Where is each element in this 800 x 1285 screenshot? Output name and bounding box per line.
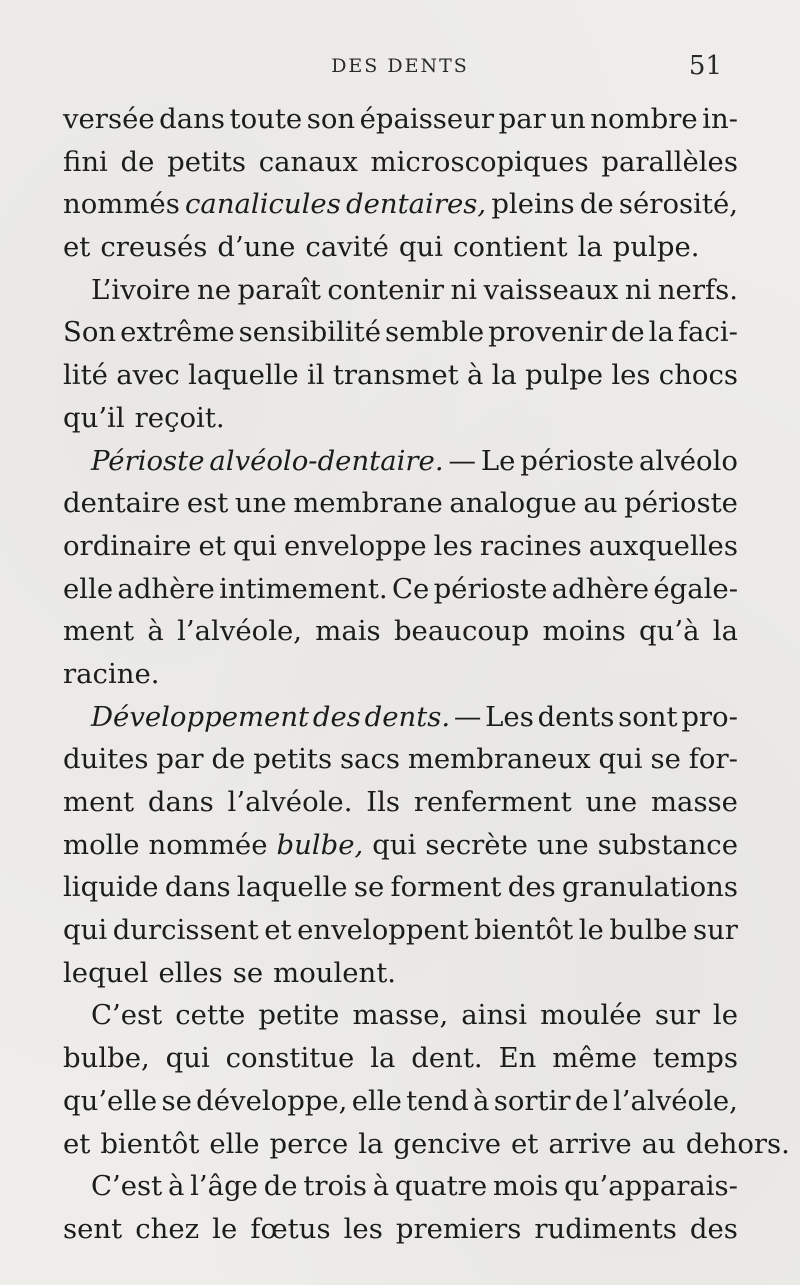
word: l’âge [190,1170,258,1203]
word: elle [351,1084,402,1117]
word: premiers [395,1212,522,1245]
word: molle [63,828,140,861]
word: sent [63,1212,123,1245]
word: C’est [91,999,163,1032]
word: à [473,1084,490,1117]
word: sont [618,700,678,733]
word: dans [147,786,214,818]
word: et [63,231,91,264]
word: avec [116,359,180,392]
text-line [63,183,738,226]
word: nerfs. [657,273,738,306]
word: au [641,1127,676,1160]
word: petits [167,145,247,178]
word: provenir [488,316,607,349]
word: qui [63,914,108,947]
word: se [650,743,681,776]
word: la [577,231,603,264]
text-line [63,1037,738,1080]
word: la [358,1127,384,1160]
word: canaux [258,145,358,178]
word: bulbe, [63,1042,150,1075]
word: et [198,529,226,562]
text-line [63,226,738,269]
word: trois [303,1170,368,1203]
text-line [63,781,738,824]
word: nommés [63,188,180,221]
word: adhère [117,572,215,605]
word: la [491,359,517,392]
word: nombre [590,103,698,135]
word: auxquelles [588,529,738,562]
word: périoste [520,444,635,477]
italic-word: bulbe, [276,828,364,861]
word: — [453,700,482,733]
word: de [263,1170,298,1203]
word: de [579,188,614,221]
italic-word: Périoste [91,444,205,477]
word: temps [652,1042,738,1075]
word: dehors. [685,1127,790,1160]
word: En [498,1042,537,1075]
word: enveloppent [297,914,469,947]
text-line [63,98,738,141]
text-line [63,653,738,696]
word: membrane [293,487,443,520]
word: arrive [548,1127,632,1160]
word: ainsi [461,999,528,1032]
word: qui [232,529,277,562]
word: Les [485,700,534,733]
word: moulée [540,999,642,1032]
word: pro- [681,700,738,733]
word: perce [269,1127,349,1160]
body-text [63,98,790,1251]
word: chez [135,1212,200,1245]
italic-word: dentaires, [346,188,487,221]
text-line [63,440,738,483]
word: vaisseaux [483,273,619,306]
word: dent. [411,1042,483,1075]
word: contient [453,231,568,264]
word: l’alvéole, [177,615,302,648]
word: semble [384,316,485,349]
word: transmet [332,359,459,392]
word: qu’elle [63,1084,158,1117]
word: qu’à [639,615,700,648]
word: — [448,444,476,477]
word: ni [624,273,652,306]
word: bulbe [609,914,688,947]
word: un [550,103,586,135]
word: sacs [339,743,400,776]
word: secrète [425,828,528,861]
text-line [63,397,738,440]
word: se [353,871,385,904]
word: d’une [217,231,296,264]
word: granulations [561,871,738,904]
word: lité [63,359,108,392]
word: bientôt [474,914,574,947]
word: gencive [393,1127,502,1160]
word: racine. [63,657,160,690]
word: bientôt [100,1127,200,1160]
text-line [63,909,738,952]
word: qui [398,231,444,264]
word: le [578,914,604,947]
word: fini [63,145,108,178]
word: dans [164,871,231,904]
page-number: 51 [688,51,722,81]
word: sortir [493,1084,571,1117]
word: for- [688,743,738,776]
word: renferment [413,786,572,818]
word: elle [209,1127,260,1160]
word: forment [390,871,502,904]
word: Ce [391,572,430,605]
running-head-title: DES DENTS [331,55,469,77]
word: Son [63,316,117,349]
word: au [583,487,618,520]
word: pleins [491,188,575,221]
word: la [370,1042,396,1075]
word: dentaire [63,487,181,520]
word: duites [63,743,149,776]
word: la [648,316,674,349]
word: masse [650,786,738,818]
word: qu’il [63,401,125,434]
word: qui [372,828,417,861]
word: membraneux [407,743,591,776]
word: mais [315,615,381,648]
word: masse, [352,999,449,1032]
text-line [63,738,738,781]
word: la [712,615,738,648]
word: l’alvéole, [613,1084,738,1117]
italic-word: alvéolo-dentaire. [209,444,444,477]
italic-word: Développement [91,700,310,733]
text-line [63,824,738,867]
word: dans [159,103,225,135]
word: ni [450,273,478,306]
word: mois [492,1170,559,1203]
word: les [343,1212,383,1245]
word: toute [229,103,303,135]
word: de [211,743,246,776]
text-line [63,568,738,611]
word: racines [479,529,582,562]
word: elle [63,572,114,605]
word: égale- [653,572,738,605]
word: substance [597,828,738,861]
word: à [466,359,484,392]
word: adhère [551,572,650,605]
word: des [689,1212,738,1245]
word: constitue [225,1042,355,1075]
text-line [63,994,738,1037]
word: ordinaire [63,529,192,562]
word: lequel [63,956,149,989]
word: à [167,1170,185,1203]
word: les [611,359,651,392]
word: durcissent [112,914,259,947]
word: sur [654,999,700,1032]
word: sensibilité [238,316,381,349]
word: une [234,487,287,520]
word: moins [542,615,626,648]
text-line [63,141,738,184]
text-line [63,354,738,397]
word: son [306,103,356,135]
word: extrême [120,316,235,349]
word: sur [692,914,738,947]
word: faci- [677,316,738,349]
word: moulent. [273,956,397,989]
word: paraît [237,273,321,306]
word: une [536,828,589,861]
word: analogue [449,487,577,520]
word: petits [253,743,333,776]
text-line [63,1080,738,1123]
word: par [498,103,546,135]
word: ne [197,273,231,306]
word: in- [702,103,738,135]
word: chocs [658,359,738,392]
text-line [63,525,738,568]
word: le [212,1212,238,1245]
word: même [552,1042,637,1075]
word: de [610,316,645,349]
word: nommée [148,828,268,861]
word: alvéolo [639,444,738,477]
word: de [574,1084,609,1117]
word: microscopiques [370,145,589,178]
text-line [63,311,738,354]
italic-word: canalicules [185,188,341,221]
word: laquelle [188,359,299,392]
word: périoste [433,572,548,605]
word: les [433,529,473,562]
word: cavité [305,231,389,264]
word: L’ivoire [91,273,191,306]
word: il [306,359,325,392]
word: liquide [63,871,159,904]
word: beaucoup [393,615,530,648]
word: dents [537,700,615,733]
word: et [63,1127,91,1160]
word: parallèles [601,145,738,178]
word: ment [63,615,135,648]
running-head [0,51,800,85]
word: rudiments [534,1212,677,1245]
word: par [156,743,204,776]
word: elles [158,956,223,989]
word: petite [258,999,340,1032]
word: l’alvéole. [227,786,353,818]
word: qu’apparais- [564,1170,738,1203]
word: pulpe [525,359,604,392]
word: le [712,999,738,1032]
word: Le [480,444,516,477]
word: développe, [196,1084,348,1117]
word: versée [63,103,155,135]
word: pulpe. [612,231,700,264]
text-line [63,1123,790,1166]
word: se [161,1084,192,1117]
text-line [63,269,738,312]
word: qui [165,1042,210,1075]
word: quatre [394,1170,488,1203]
word: et [511,1127,539,1160]
word: Ils [366,786,401,818]
word: ment [63,786,135,818]
word: tend [406,1084,469,1117]
word: se [232,956,264,989]
word: à [147,615,164,648]
text-line [63,952,738,995]
word: de [120,145,155,178]
word: enveloppe [283,529,427,562]
word: des [507,871,556,904]
word: creusés [100,231,208,264]
text-line [63,610,738,653]
word: et [264,914,292,947]
word: épaisseur [359,103,495,135]
word: intimement. [219,572,388,605]
italic-word: dents. [364,700,451,733]
word: est [186,487,229,520]
word: cette [175,999,246,1032]
text-line [63,482,738,525]
word: qui [598,743,643,776]
word: une [585,786,638,818]
word: laquelle [236,871,348,904]
word: fœtus [250,1212,331,1245]
italic-word: des [312,700,361,733]
text-line [63,1208,738,1251]
word: C’est [91,1170,163,1203]
text-line [63,1165,738,1208]
text-line [63,866,738,909]
word: à [372,1170,390,1203]
word: reçoit. [134,401,225,434]
text-line [63,696,738,739]
word: sérosité, [618,188,738,221]
word: périoste [624,487,738,520]
word: contenir [327,273,445,306]
